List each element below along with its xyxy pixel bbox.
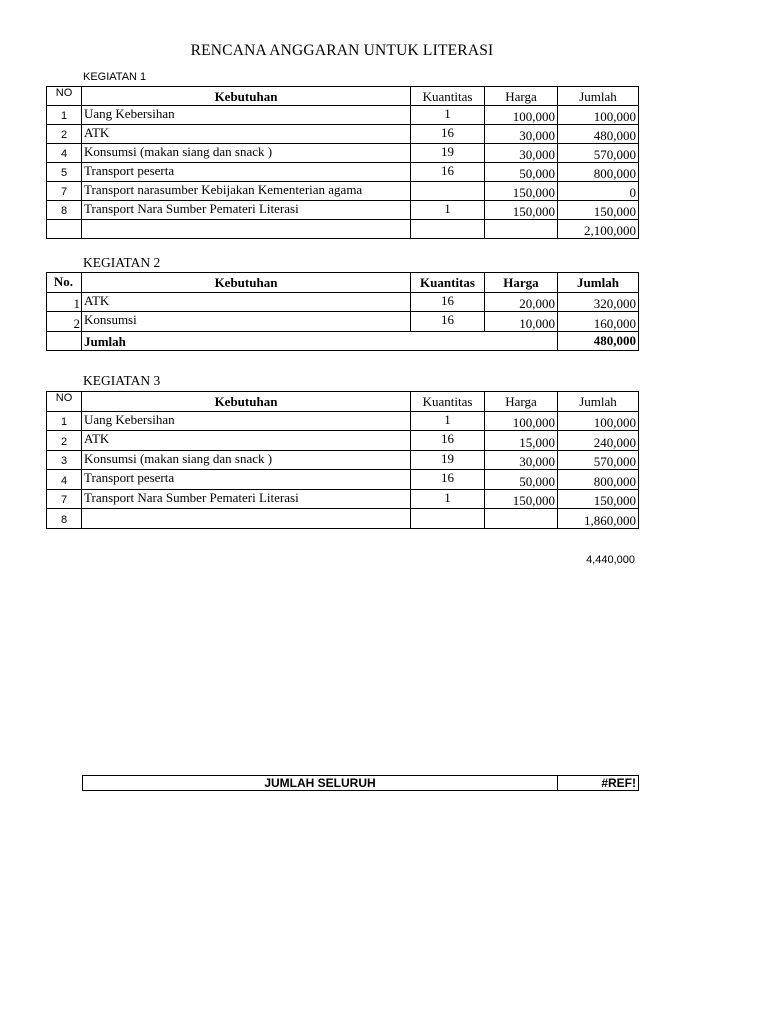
row-kuantitas: 1: [411, 411, 485, 431]
table-header-row: [47, 87, 639, 106]
table-row: [47, 431, 639, 451]
row-no: 8: [47, 201, 82, 220]
row-kebutuhan: Transport Nara Sumber Pemateri Literasi: [82, 489, 411, 509]
row-harga: 30,000: [485, 450, 558, 470]
row-harga: 20,000: [485, 292, 558, 312]
table-total-row: [47, 331, 639, 351]
kegiatan-3-table: [46, 391, 639, 529]
kegiatan-1-table: [46, 86, 639, 239]
row-jumlah: 0: [558, 182, 639, 201]
row-kuantitas: 16: [411, 125, 485, 144]
header-harga: Harga: [485, 87, 558, 106]
empty-cell: [47, 220, 82, 239]
table-total-row: [47, 220, 639, 239]
row-harga: 150,000: [485, 489, 558, 509]
table-row: [47, 292, 639, 312]
row-no: 1: [47, 411, 82, 431]
header-kebutuhan: Kebutuhan: [82, 87, 411, 106]
row-harga: 50,000: [485, 470, 558, 490]
kegiatan-1-total: 2,100,000: [558, 220, 639, 239]
table-row: [47, 201, 639, 220]
header-kuantitas: Kuantitas: [411, 392, 485, 412]
row-jumlah: 570,000: [558, 144, 639, 163]
kegiatan-3-caption: KEGIATAN 3: [83, 373, 161, 388]
summary-table: [82, 775, 639, 791]
row-kebutuhan: Konsumsi: [82, 312, 411, 332]
kegiatan-1-caption: KEGIATAN 1: [83, 71, 147, 83]
table-row: [47, 450, 639, 470]
row-no: 8: [47, 509, 82, 529]
header-kebutuhan: Kebutuhan: [82, 273, 411, 293]
row-jumlah: 480,000: [558, 125, 639, 144]
row-kuantitas: 1: [411, 201, 485, 220]
row-no: 2: [47, 312, 82, 332]
table-row: [47, 144, 639, 163]
row-harga: 150,000: [485, 201, 558, 220]
row-kebutuhan: ATK: [82, 292, 411, 312]
empty-cell: [411, 220, 485, 239]
kegiatan-2-table: [46, 272, 639, 351]
row-kebutuhan: Konsumsi (makan siang dan snack ): [82, 450, 411, 470]
row-kebutuhan: Konsumsi (makan siang dan snack ): [82, 144, 411, 163]
row-jumlah: 150,000: [558, 489, 639, 509]
row-jumlah: 100,000: [558, 411, 639, 431]
grand-total-value: 4,440,000: [586, 554, 635, 566]
row-jumlah: 100,000: [558, 106, 639, 125]
header-kuantitas: Kuantitas: [411, 273, 485, 293]
table-row: [47, 411, 639, 431]
row-no: 4: [47, 470, 82, 490]
header-no: NO: [47, 87, 82, 106]
row-kebutuhan: Transport Nara Sumber Pemateri Literasi: [82, 201, 411, 220]
row-no: 5: [47, 163, 82, 182]
summary-label: JUMLAH SELURUH: [83, 776, 558, 791]
table-header-row: [47, 273, 639, 293]
row-no: 4: [47, 144, 82, 163]
row-kuantitas: 16: [411, 292, 485, 312]
row-harga: 100,000: [485, 411, 558, 431]
summary-row: [83, 776, 639, 791]
kegiatan-2-total: 480,000: [558, 331, 639, 351]
table-row: [47, 182, 639, 201]
row-kebutuhan: Transport peserta: [82, 163, 411, 182]
header-no: NO: [47, 392, 82, 412]
kegiatan-3-total: 1,860,000: [558, 509, 639, 529]
header-harga: Harga: [485, 273, 558, 293]
row-no: 3: [47, 450, 82, 470]
row-kebutuhan: ATK: [82, 125, 411, 144]
row-jumlah: 800,000: [558, 163, 639, 182]
row-kuantitas: 16: [411, 163, 485, 182]
header-jumlah: Jumlah: [558, 392, 639, 412]
table-header-row: [47, 392, 639, 412]
row-jumlah: 240,000: [558, 431, 639, 451]
table-row: [47, 489, 639, 509]
table-row: [47, 312, 639, 332]
row-jumlah: 570,000: [558, 450, 639, 470]
row-kebutuhan: ATK: [82, 431, 411, 451]
row-kebutuhan: Transport narasumber Kebijakan Kementerian agama: [82, 182, 411, 201]
row-kuantitas: 19: [411, 144, 485, 163]
row-kuantitas: 1: [411, 489, 485, 509]
table-row: [47, 163, 639, 182]
kegiatan-2-caption: KEGIATAN 2: [83, 255, 161, 270]
header-kuantitas: Kuantitas: [411, 87, 485, 106]
table-total-row: [47, 509, 639, 529]
table-row: [47, 125, 639, 144]
empty-cell: [47, 331, 82, 351]
row-no: 2: [47, 431, 82, 451]
header-jumlah: Jumlah: [558, 87, 639, 106]
row-no: 1: [47, 292, 82, 312]
row-harga: 100,000: [485, 106, 558, 125]
row-kuantitas: 1: [411, 106, 485, 125]
empty-cell: [485, 509, 558, 529]
row-no: 2: [47, 125, 82, 144]
kegiatan-2-total-label: Jumlah: [82, 331, 558, 351]
table-row: [47, 470, 639, 490]
row-kuantitas: 16: [411, 470, 485, 490]
page-title: RENCANA ANGGARAN UNTUK LITERASI: [190, 42, 494, 59]
row-jumlah: 320,000: [558, 292, 639, 312]
row-kuantitas: 16: [411, 312, 485, 332]
row-kebutuhan: Uang Kebersihan: [82, 106, 411, 125]
row-harga: 15,000: [485, 431, 558, 451]
empty-cell: [82, 509, 411, 529]
header-no: No.: [47, 273, 82, 293]
row-no: 7: [47, 182, 82, 201]
row-no: 1: [47, 106, 82, 125]
header-harga: Harga: [485, 392, 558, 412]
row-jumlah: 800,000: [558, 470, 639, 490]
row-jumlah: 160,000: [558, 312, 639, 332]
row-kuantitas: [411, 182, 485, 201]
row-kuantitas: 19: [411, 450, 485, 470]
header-jumlah: Jumlah: [558, 273, 639, 293]
row-jumlah: 150,000: [558, 201, 639, 220]
row-harga: 30,000: [485, 125, 558, 144]
header-kebutuhan: Kebutuhan: [82, 392, 411, 412]
row-kebutuhan: Uang Kebersihan: [82, 411, 411, 431]
table-row: [47, 106, 639, 125]
row-no: 7: [47, 489, 82, 509]
empty-cell: [485, 220, 558, 239]
row-kuantitas: 16: [411, 431, 485, 451]
row-harga: 30,000: [485, 144, 558, 163]
row-kebutuhan: Transport peserta: [82, 470, 411, 490]
row-harga: 150,000: [485, 182, 558, 201]
row-harga: 10,000: [485, 312, 558, 332]
summary-value: #REF!: [558, 776, 639, 791]
empty-cell: [411, 509, 485, 529]
row-harga: 50,000: [485, 163, 558, 182]
empty-cell: [82, 220, 411, 239]
